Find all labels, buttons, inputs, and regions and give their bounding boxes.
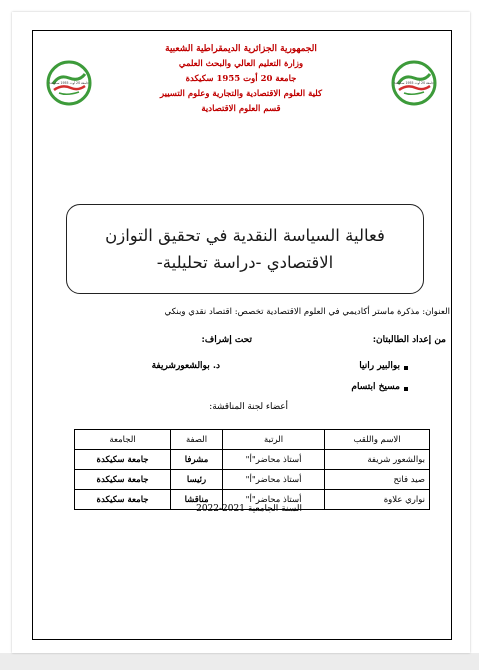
student-name: بوالبير رانيا [359, 361, 400, 371]
member-university: جامعة سكيكدة [75, 490, 171, 510]
supervision-label: تحت إشراف: [201, 335, 252, 345]
thesis-title-line-2: الاقتصادي -دراسة تحليلية- [156, 253, 334, 272]
member-name: صيد فاتح [325, 470, 430, 490]
supervisor-name: د. بوالشعورشريفة [151, 361, 220, 371]
member-role: رئيسا [171, 470, 223, 490]
student-name: مسيخ ابتسام [351, 382, 400, 392]
ministry-line: وزارة التعليم العالي والبحث العلمي [178, 59, 304, 69]
republic-line: الجمهورية الجزائرية الديمقراطية الشعبية [165, 44, 317, 54]
logo-caption: جامعة 20 أوت 1955 سكيكدة [48, 81, 90, 85]
thesis-title-line-1: فعالية السياسة النقدية في تحقيق التوازن [105, 226, 385, 245]
member-role: مناقشا [171, 490, 223, 510]
committee-table [74, 429, 430, 510]
member-rank: أستاذ محاضر"أ" [222, 470, 324, 490]
logo-caption: جامعة 20 أوت 1955 سكيكدة [393, 81, 435, 85]
member-name: نواري علاوة [325, 490, 430, 510]
column-header: الصفة [171, 430, 223, 450]
academic-year: السنة الجامعية 2021-2022 [196, 504, 302, 514]
university-logo-right [390, 60, 438, 106]
column-header: الرتبة [222, 430, 324, 450]
thesis-subject: العنوان: مذكرة ماستر أكاديمي في العلوم الاقتصادية تخصص: اقتصاد نقدي وبنكي [164, 307, 450, 317]
viewer-bottom-band [0, 653, 479, 670]
column-header: الاسم واللقب [325, 430, 430, 450]
member-university: جامعة سكيكدة [75, 450, 171, 470]
member-rank: أستاذ محاضر"أ" [222, 490, 324, 510]
document-page [12, 12, 470, 653]
member-rank: أستاذ محاضر"أ" [222, 450, 324, 470]
prepared-by-label: من إعداد الطالبتان: [372, 335, 446, 345]
column-header: الجامعة [75, 430, 171, 450]
committee-heading: أعضاء لجنة المناقشة: [209, 402, 288, 412]
department-line: قسم العلوم الاقتصادية [201, 104, 281, 114]
member-name: بوالشعور شريفة [325, 450, 430, 470]
student-bullet [404, 387, 408, 391]
table-row [75, 470, 430, 490]
member-role: مشرفا [171, 450, 223, 470]
faculty-line: كلية العلوم الاقتصادية والتجارية وعلوم التسيير [159, 89, 323, 99]
table-header-row [75, 430, 430, 450]
table-row [75, 450, 430, 470]
member-university: جامعة سكيكدة [75, 470, 171, 490]
university-logo-left [45, 60, 93, 106]
university-line: جامعة 20 أوت 1955 سكيكدة [185, 74, 297, 84]
student-bullet [404, 366, 408, 370]
thesis-title-box [66, 204, 424, 294]
